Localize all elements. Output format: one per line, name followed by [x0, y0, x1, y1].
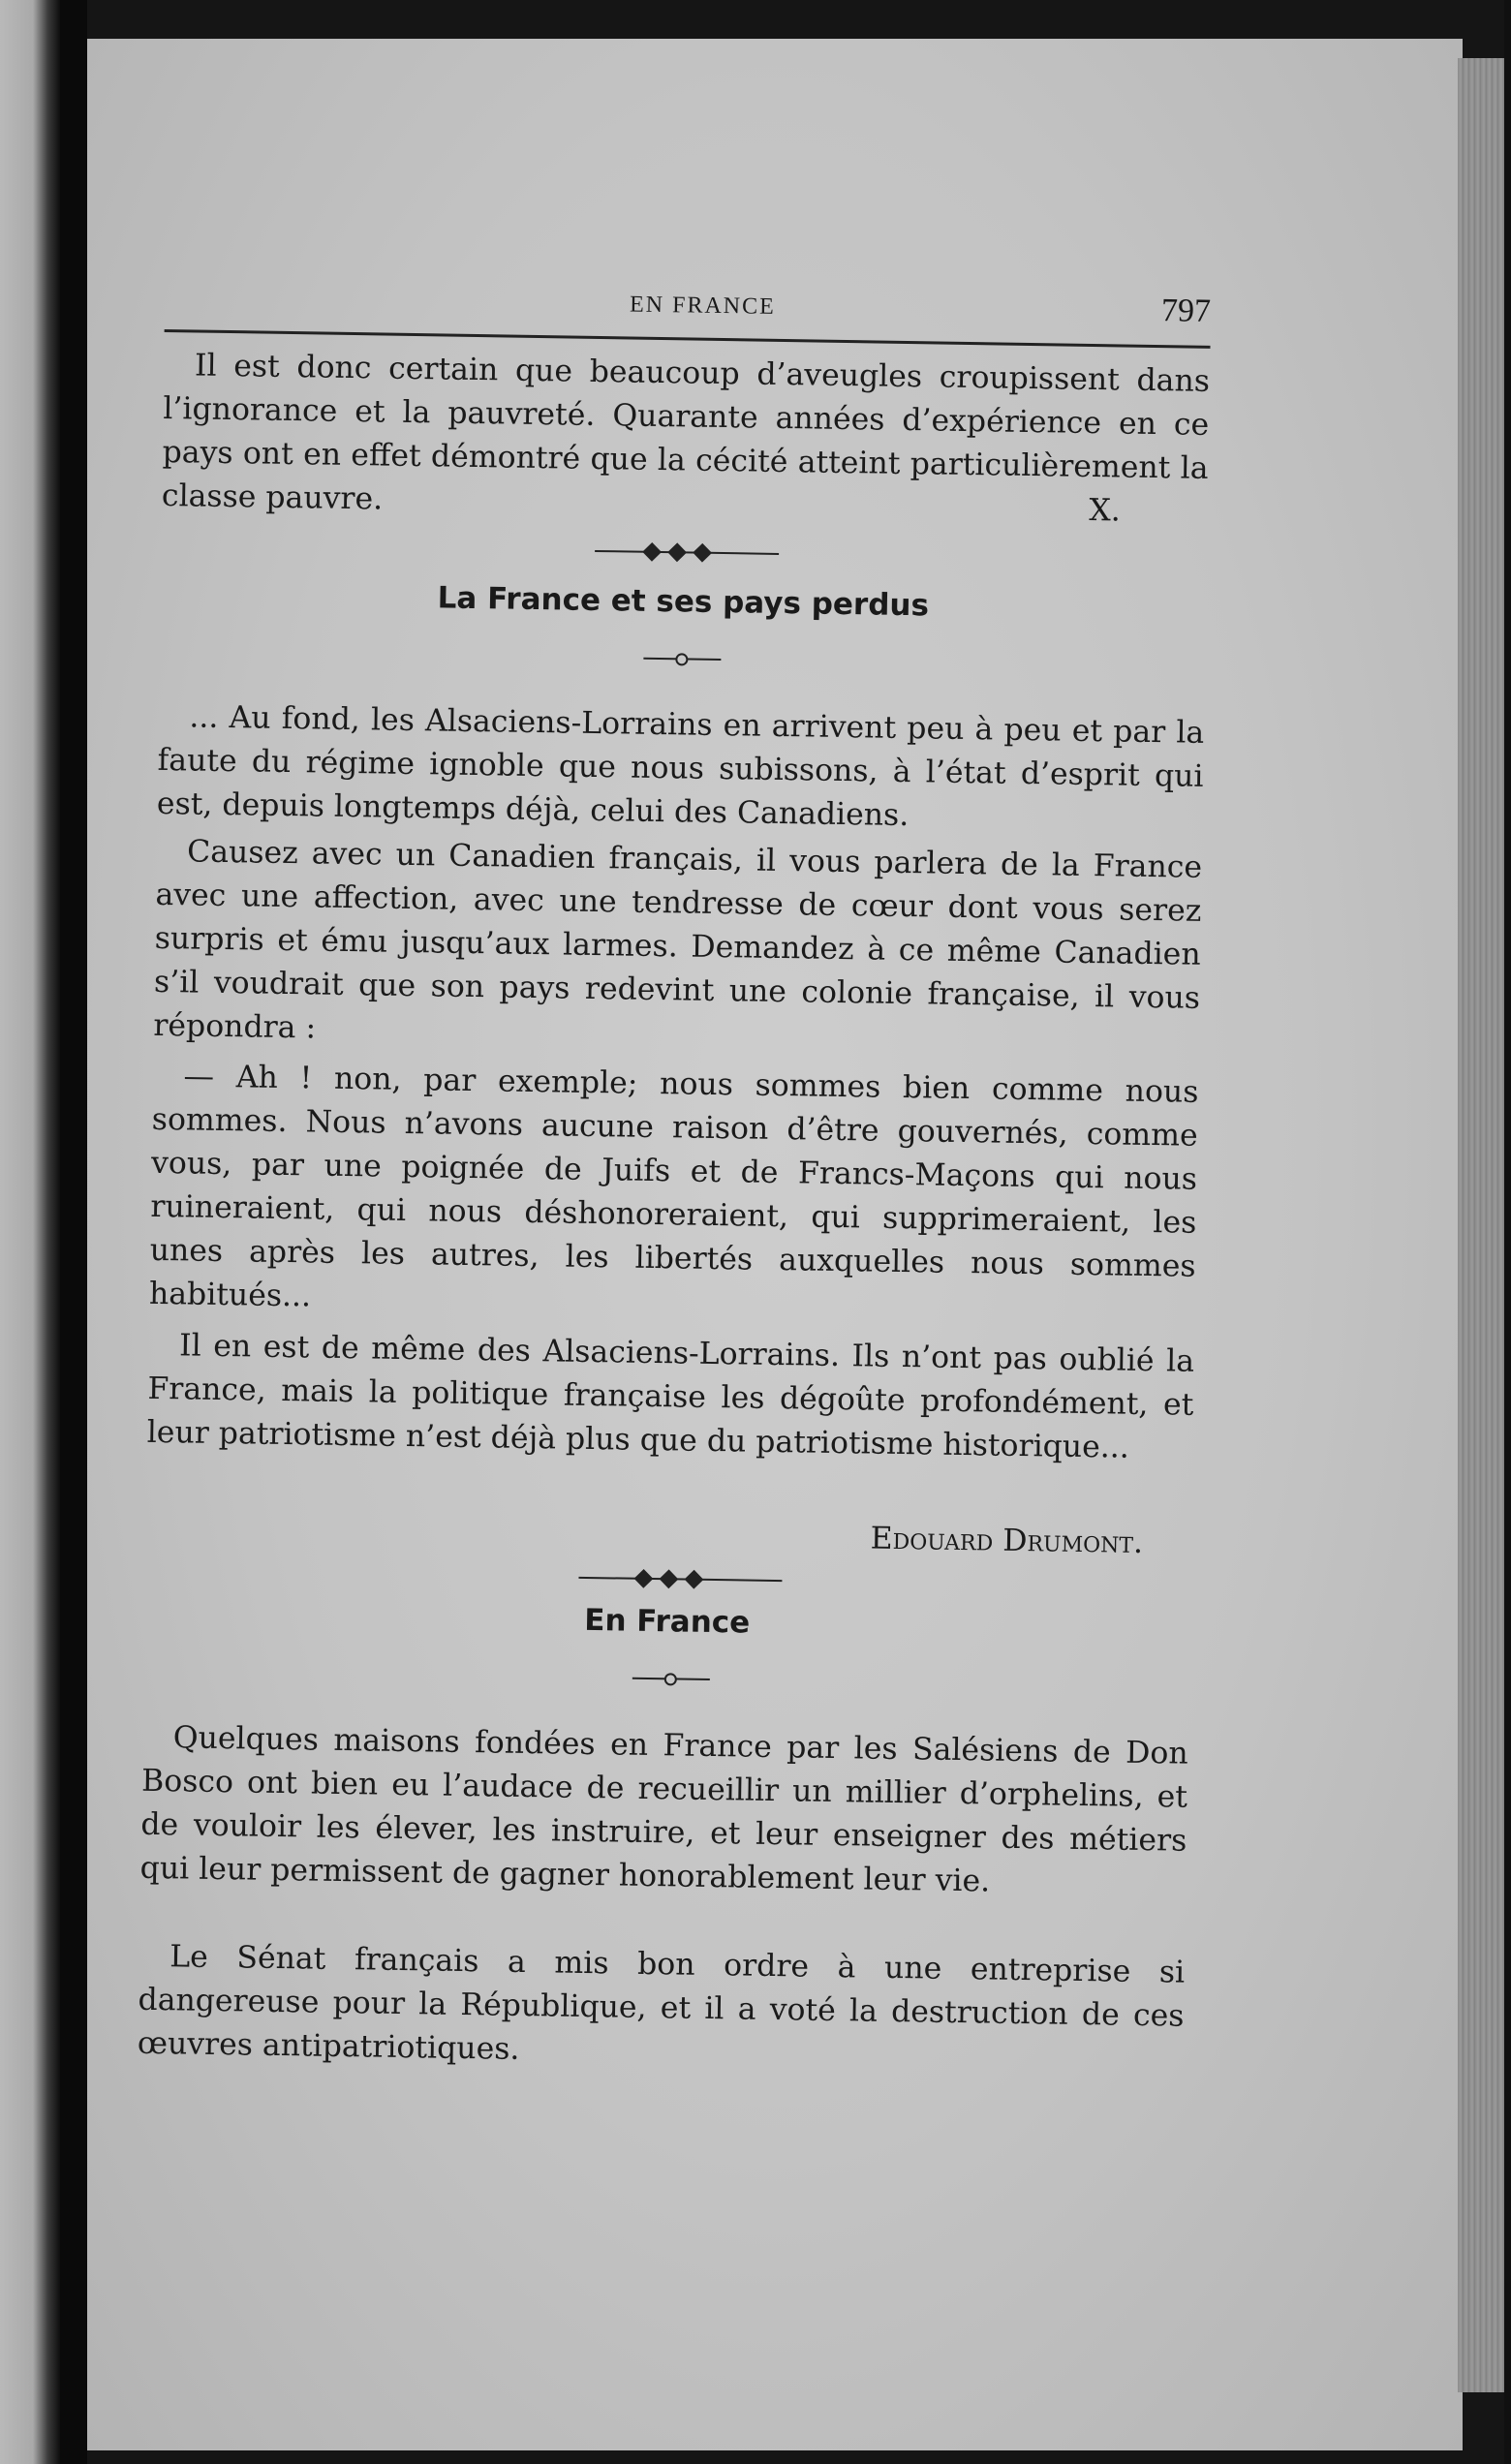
article-1-title: La France et ses pays perdus — [437, 580, 930, 624]
article-2-title: En France — [584, 1602, 751, 1641]
page-number: 797 — [1160, 293, 1212, 329]
page-text-block — [137, 0, 1216, 2067]
intro-signature: X. — [1089, 492, 1122, 529]
intro-paragraph: Il est donc certain que beaucoup d’aveugles croupissent dans l’ignorance et la pauvreté. Quarante années d’expérience en ce pays ont en effet démontré que la cécité atteint particulièrement la classe pauvre. — [161, 348, 1211, 517]
book-gutter — [60, 0, 87, 2464]
article-1-paragraph-3: — Ah ! non, par exemple; nous sommes bien comme nous sommes. Nous n’avons aucune raison d’être gouvernés, comme vous, par une poignée de Juifs et de Francs-Maçons qui nous ruineraient, qui nous déshonoreraient, qui supprimeraient, les unes après les autres, les libertés auxquelles nous sommes habitués... — [148, 1059, 1199, 1314]
article-2-paragraph-2: Le Sénat français a mis bon ordre à une entreprise si dangereuse pour la République, et il a voté la destruction de ces œuvres antipatriotiques. — [137, 1939, 1186, 2067]
small-circle-rule — [632, 1671, 710, 1687]
running-head-title: EN FRANCE — [629, 292, 776, 320]
ornament-rule — [595, 541, 779, 564]
left-page-edge — [0, 0, 60, 2464]
ornament-rule — [578, 1568, 782, 1590]
right-page-stack-edge — [1458, 58, 1504, 2392]
article-1-paragraph-1: ... Au fond, les Alsaciens-Lorrains en arrivent peu à peu et par la faute du régime ignoble que nous subissons, à l’état d’esprit qui est, depuis longtemps déjà, celui des Canadiens. — [156, 699, 1205, 834]
article-1-paragraph-2: Causez avec un Canadien français, il vous parlera de la France avec une affection, avec une tendresse de cœur dont vous serez surpris et ému jusqu’aux larmes. Demandez à ce même Canadien s’il voudrait que son pays redevint une colonie française, il vous répondra : — [153, 834, 1203, 1046]
article-1-paragraph-4: Il en est de même des Alsaciens-Lorrains. Ils n’ont pas oublié la France, mais la politique française les dégoûte profondément, et leur patriotisme n’est déjà plus que du patriotisme historique... — [146, 1328, 1195, 1465]
right-shadow — [1504, 0, 1511, 2464]
small-circle-rule — [643, 651, 721, 667]
article-2-paragraph-1: Quelques maisons fondées en France par les Salésiens de Don Bosco ont bien eu l’audace de recueillir un millier d’orphelins, et de vouloir les élever, les instruire, et leur enseigner des métiers qui leur permissent de gagner honorablement leur vie. — [139, 1720, 1188, 1899]
article-1-signature: Edouard Drumont. — [870, 1521, 1144, 1560]
